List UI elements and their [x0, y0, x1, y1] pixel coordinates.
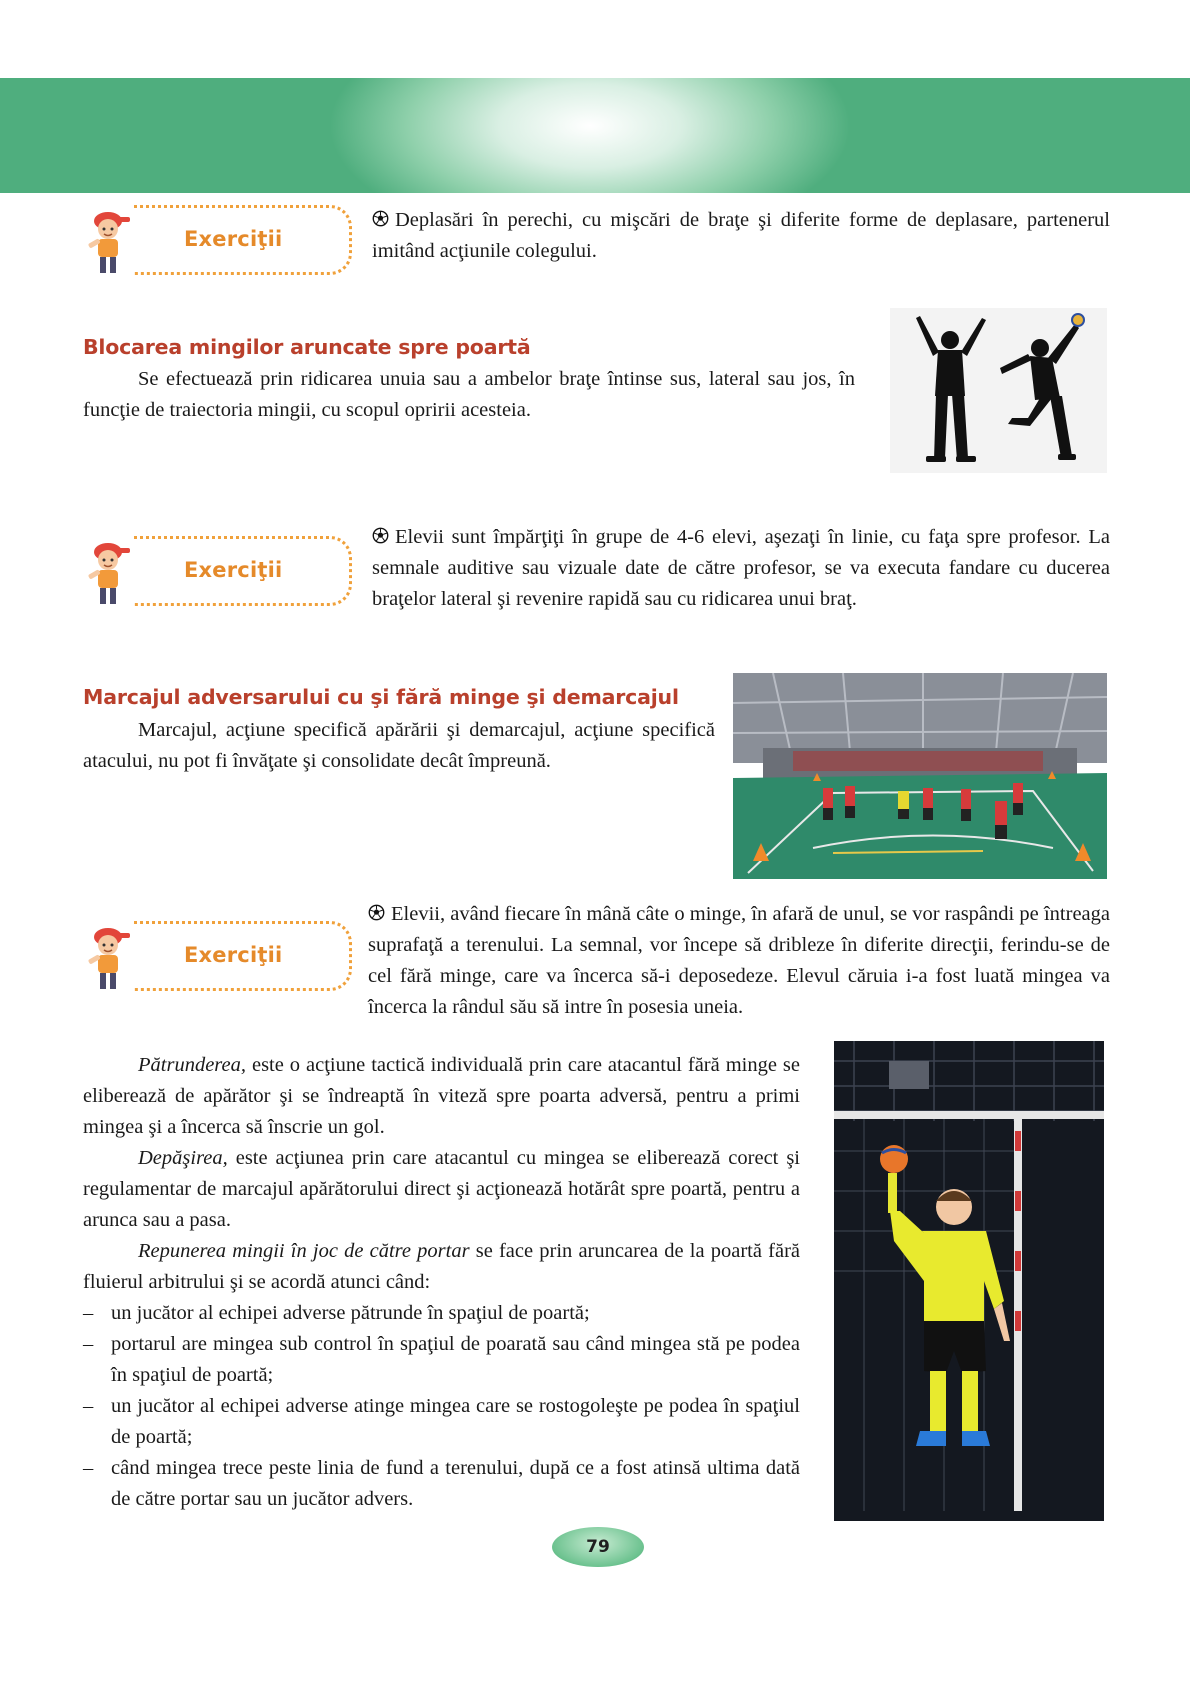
- patrunderea-paragraph: [83, 1050, 800, 1143]
- repunerea-term: Repunerea mingii în joc de către portar: [138, 1240, 470, 1262]
- exercise-text: [372, 522, 1110, 615]
- exercise-2-text: Elevii sunt împărţiţi în grupe de 4-6 elevi, aşezaţi în linie, cu faţa spre profesor. La semnale auditive sau vizuale date de către profesor, se va executa fandare cu ducerea braţelor lateral şi revenire rapidă sau cu ridicarea unui braţ.: [372, 526, 1110, 610]
- exercise-badge: [84, 536, 354, 608]
- section-heading-blocarea: Blocarea mingilor aruncate spre poartă: [83, 335, 531, 359]
- exercise-text: [368, 899, 1110, 1023]
- exercise-block-3: [84, 899, 1110, 1024]
- repunerea-text: se face prin aruncarea de la poartă fără fluierul arbitrului şi se acordă atunci când:: [83, 1240, 800, 1293]
- exercise-label: Exerciţii: [184, 227, 283, 251]
- ball-icon: [372, 210, 389, 227]
- exercise-badge: [84, 205, 354, 277]
- goalkeeper-photo: [834, 1041, 1104, 1521]
- list-item: – când mingea trece peste linia de fund a terenului, după ce a fost atinsă ultima dată de către portar sau un jucător advers.: [83, 1453, 800, 1515]
- exercise-label: Exerciţii: [184, 558, 283, 582]
- kid-mascot-icon: [84, 207, 136, 277]
- depasirea-text: este acţiunea prin care atacantul cu mingea se eliberează corect şi regulamentar de marcajul apărătorului direct şi acţionează hotărât spre poartă, pentru a arunca sau a pasa.: [83, 1147, 800, 1231]
- conditions-list: [83, 1298, 800, 1515]
- patrunderea-text: este o acţiune tactică individuală prin care atacantul fără minge se eliberează de apărător şi se îndreaptă în viteză spre poarta adversă, pentru a primi mingea şi a încerca să înscrie un gol.: [83, 1054, 800, 1138]
- page-number: 79: [552, 1527, 644, 1567]
- exercise-block-1: [84, 205, 1110, 285]
- ball-icon: [372, 527, 389, 544]
- list-item: – portarul are mingea sub control în spaţiul de poarată sau când mingea stă pe podea în spaţiul de poartă;: [83, 1329, 800, 1391]
- kid-mascot-icon: [84, 538, 136, 608]
- gym-training-photo: [733, 673, 1107, 879]
- list-item: – un jucător al echipei adverse atinge mingea care se rostogoleşte pe podea în spaţiul de poartă;: [83, 1391, 800, 1453]
- kid-mascot-icon: [84, 923, 136, 993]
- list-item: – un jucător al echipei adverse pătrunde în spaţiul de poartă;: [83, 1298, 800, 1329]
- repunerea-paragraph: [83, 1236, 800, 1298]
- exercise-block-2: [84, 522, 1110, 622]
- goalkeeper-silhouettes-image: [890, 308, 1107, 473]
- exercise-1-text: Deplasări în perechi, cu mişcări de braţe şi diferite forme de deplasare, partenerul imitând acţiunile colegului.: [372, 209, 1110, 262]
- exercise-label: Exerciţii: [184, 943, 283, 967]
- section-heading-marcajul: Marcajul adversarului cu şi fără minge şi demarcajul: [83, 685, 679, 709]
- depasirea-paragraph: [83, 1143, 800, 1236]
- top-banner: [0, 78, 1190, 193]
- patrunderea-term: Pătrunderea,: [138, 1054, 246, 1076]
- section-body-marcajul: Marcajul, acţiune specifică apărării şi demarcajul, acţiune specifică atacului, nu pot fi învăţate şi consolidate decât împreună.: [83, 719, 715, 772]
- depasirea-term: Depăşirea,: [138, 1147, 228, 1169]
- tactics-text-column: [83, 1050, 800, 1515]
- exercise-badge: [84, 921, 354, 993]
- section-body-blocarea: Se efectuează prin ridicarea unuia sau a ambelor braţe întinse sus, lateral sau jos, în funcţie de traiectoria mingii, cu scopul opririi acesteia.: [83, 368, 855, 421]
- exercise-3-text: Elevii, având fiecare în mână câte o minge, în afară de unul, se vor raspândi pe întreaga suprafaţă a terenului. La semnal, vor începe să dribleze în diferite direcţii, ferindu-se de cel fără minge, care va încerca să-i deposedeze. Elevul căruia i-a fost luată mingea va încerca la rândul său să intre în posesia uneia.: [368, 903, 1110, 1018]
- exercise-text: [372, 205, 1110, 267]
- ball-icon: [368, 904, 385, 921]
